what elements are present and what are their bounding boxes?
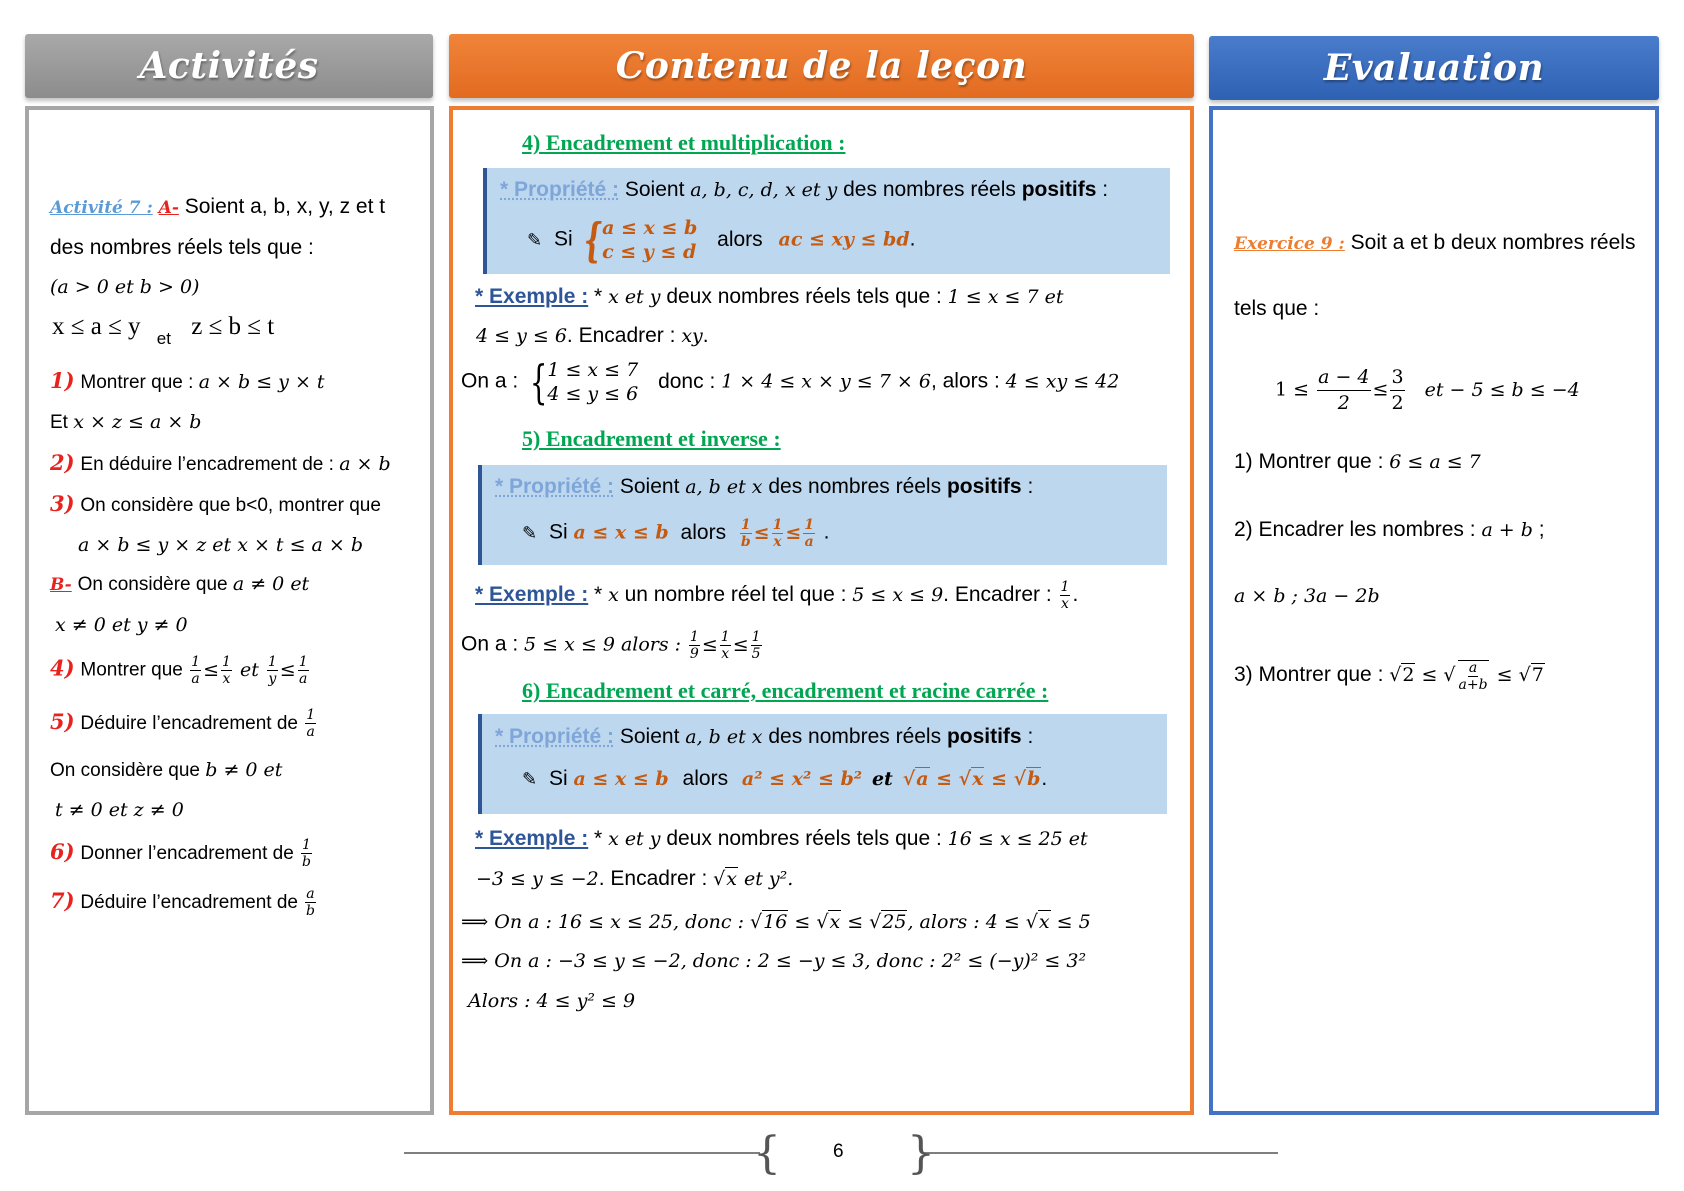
exercice-condition: 1 ≤ $\frac{a - 4}{2}$ ≤ $\frac{3}{2}$ et − 5 ≤ b ≤ −4 [1275, 366, 1580, 414]
example-4-line1: * Exemple : * x et y deux nombres réels tels que : 1 ≤ x ≤ 7 et [475, 285, 1064, 308]
exercice-intro-2: tels que : [1234, 297, 1320, 320]
exercice-q2: 2) Encadrer les nombres : a + b ; [1234, 518, 1545, 541]
question-5: 5) Déduire l’encadrement de $\frac{1}{a}$ [50, 707, 316, 740]
footer-bracket-right: } [907, 1128, 935, 1179]
question-3: 3) On considère que b<0, montrer que [50, 491, 381, 516]
property-6-rule: ✎ Si a ≤ x ≤ b alors a² ≤ x² ≤ b² et √a ≤ √x ≤ √b. [522, 767, 1048, 790]
exercice-q3: 3) Montrer que : √2 ≤ √ $\frac{a}{a+b}$ ≤ √7 [1234, 660, 1544, 693]
section-5-title: 5) Encadrement et inverse : [522, 426, 781, 451]
part-c-cond: t ≠ 0 et z ≠ 0 [55, 799, 184, 821]
header-contenu: Contenu de la leçon [449, 34, 1194, 98]
question-1b: Et x × z ≤ a × b [50, 411, 202, 433]
pencil-icon: ✎ [522, 769, 538, 789]
property-4-statement: * Propriété : Soient a, b, c, d, x et y des nombres réels positifs : [500, 178, 1109, 201]
header-activites: Activités [25, 34, 433, 98]
section-6-title: 6) Encadrement et carré, encadrement et racine carrée : [522, 678, 1049, 703]
footer-line-right [922, 1152, 1278, 1154]
question-1: 1) Montrer que : a × b ≤ y × t [50, 368, 325, 393]
footer-line-left [404, 1152, 760, 1154]
example-4-solution: On a : { 1 ≤ x ≤ 7 4 ≤ y ≤ 6 donc : 1 × 4 ≤ x × y ≤ 7 × 6, alors : 4 ≤ xy ≤ 42 [461, 355, 1120, 409]
example-4-line2: 4 ≤ y ≤ 6. Encadrer : xy. [476, 324, 709, 347]
part-c-intro: On considère que b ≠ 0 et [50, 759, 283, 781]
evaluation-panel [1209, 106, 1659, 1115]
pencil-icon: ✎ [522, 522, 538, 543]
activite-intro-2: des nombres réels tels que : [50, 236, 314, 259]
property-5-statement: * Propriété : Soient a, b et x des nombres réels positifs : [495, 475, 1034, 498]
example-5-solution: On a : 5 ≤ x ≤ 9 alors : $\frac{1}{9}$ ≤ $\frac{1}{x}$ ≤ $\frac{1}{5}$ [461, 629, 761, 662]
example-6-line3: ⟹ On a : 16 ≤ x ≤ 25, donc : √16 ≤ √x ≤ √25, alors : 4 ≤ √x ≤ 5 [461, 911, 1091, 933]
question-3-math: a × b ≤ y × z et x × t ≤ a × b [78, 534, 364, 556]
exercice-intro: Exercice 9 : Soit a et b deux nombres réels [1234, 231, 1636, 254]
header-evaluation: Evaluation [1209, 36, 1659, 100]
footer-bracket-left: { [753, 1128, 781, 1179]
example-5-line1: * Exemple : * x un nombre réel tel que : 5 ≤ x ≤ 9. Encadrer : $\frac{1}{x}$ . [475, 579, 1079, 612]
part-b-cond: x ≠ 0 et y ≠ 0 [55, 614, 188, 636]
question-4: 4) Montrer que $\frac{1}{a}$ ≤ $\frac{1}{x}$ et $\frac{1}{y}$ ≤ $\frac{1}{a}$ [50, 654, 308, 687]
example-6-line2: −3 ≤ y ≤ −2. Encadrer : √x et y². [476, 867, 794, 890]
pencil-icon: ✎ [527, 229, 543, 250]
property-4-rule: ✎ Si { a ≤ x ≤ b c ≤ y ≤ d alors ac ≤ xy ≤ bd. [527, 213, 916, 267]
activite-condition: (a > 0 et b > 0) [50, 276, 200, 298]
property-6-statement: * Propriété : Soient a, b et x des nombres réels positifs : [495, 725, 1034, 748]
exercice-q1: 1) Montrer que : 6 ≤ a ≤ 7 [1234, 450, 1481, 473]
question-2: 2) En déduire l’encadrement de : a × b [50, 450, 391, 475]
question-7: 7) Déduire l’encadrement de $\frac{a}{b}$ [50, 886, 315, 919]
property-5-rule: ✎ Si a ≤ x ≤ b alors $\frac{1}{b}$ ≤ $\frac{1}{x}$ ≤ $\frac{1}{a}$ . [522, 517, 830, 550]
example-6-line1: * Exemple : * x et y deux nombres réels tels que : 16 ≤ x ≤ 25 et [475, 827, 1088, 850]
activite-intro: Activité 7 : A- Soient a, b, x, y, z et t [50, 195, 386, 218]
activite-inequalities: x ≤ a ≤ y $_{et}$ z ≤ b ≤ t [52, 313, 275, 348]
section-4-title: 4) Encadrement et multiplication : [522, 130, 846, 155]
question-6: 6) Donner l’encadrement de $\frac{1}{b}$ [50, 837, 311, 870]
exercice-q2-line2: a × b ; 3a − 2b [1234, 585, 1380, 607]
example-6-line5: Alors : 4 ≤ y² ≤ 9 [468, 990, 636, 1012]
part-b-intro: B- On considère que a ≠ 0 et [50, 573, 310, 595]
example-6-line4: ⟹ On a : −3 ≤ y ≤ −2, donc : 2 ≤ −y ≤ 3, donc : 2² ≤ (−y)² ≤ 3² [461, 950, 1087, 972]
page-number: 6 [833, 1141, 844, 1162]
